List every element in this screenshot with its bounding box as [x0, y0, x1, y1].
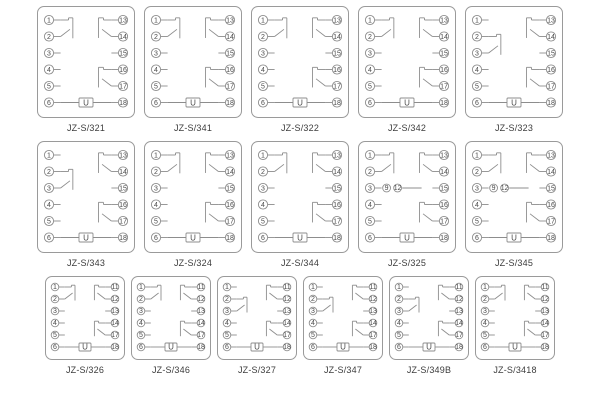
svg-text:1: 1 [139, 284, 143, 292]
svg-text:6: 6 [397, 344, 401, 352]
svg-text:4: 4 [368, 201, 372, 209]
svg-text:17: 17 [283, 332, 291, 340]
svg-text:3: 3 [368, 185, 372, 193]
svg-text:12: 12 [393, 185, 402, 193]
svg-text:15: 15 [119, 185, 127, 193]
svg-text:12: 12 [500, 185, 509, 193]
svg-text:5: 5 [47, 83, 51, 91]
panel-caption: JZ-S/342 [387, 123, 427, 133]
panel-caption: JZ-S/345 [494, 258, 534, 268]
svg-text:3: 3 [225, 308, 229, 316]
svg-text:16: 16 [333, 201, 341, 209]
svg-text:U: U [511, 233, 517, 243]
svg-text:1: 1 [225, 284, 229, 292]
svg-text:5: 5 [483, 332, 487, 340]
svg-text:18: 18 [333, 234, 341, 242]
svg-text:6: 6 [475, 99, 479, 107]
svg-text:14: 14 [283, 320, 291, 328]
svg-text:6: 6 [261, 234, 265, 242]
relay-panel [475, 276, 555, 360]
panel-caption: JZ-S/327 [237, 365, 277, 375]
svg-text:17: 17 [440, 83, 448, 91]
relay-schematic [252, 142, 348, 252]
svg-text:17: 17 [226, 83, 234, 91]
svg-text:2: 2 [397, 296, 401, 304]
svg-text:5: 5 [261, 218, 265, 226]
svg-text:2: 2 [261, 33, 265, 41]
svg-text:U: U [297, 233, 303, 243]
panel-caption: JZ-S/322 [280, 123, 320, 133]
svg-text:14: 14 [440, 168, 448, 176]
svg-text:13: 13 [111, 308, 119, 316]
relay-schematic [132, 277, 210, 359]
svg-text:13: 13 [226, 17, 234, 25]
panel-caption: JZ-S/321 [66, 123, 106, 133]
panel-caption: JZ-S/325 [387, 258, 427, 268]
svg-text:6: 6 [154, 99, 158, 107]
svg-text:16: 16 [119, 201, 127, 209]
relay-panel [45, 276, 125, 360]
svg-text:18: 18 [455, 344, 463, 352]
svg-text:U: U [426, 342, 432, 352]
relay-panel [358, 6, 456, 118]
svg-text:12: 12 [197, 296, 205, 304]
relay-schematic [359, 7, 455, 117]
svg-text:3: 3 [397, 308, 401, 316]
svg-text:1: 1 [368, 17, 372, 25]
svg-text:14: 14 [547, 33, 555, 41]
svg-text:11: 11 [541, 284, 549, 292]
svg-text:15: 15 [440, 50, 448, 58]
svg-text:6: 6 [368, 234, 372, 242]
svg-text:1: 1 [47, 152, 51, 160]
svg-text:6: 6 [261, 99, 265, 107]
svg-text:U: U [297, 98, 303, 108]
svg-text:4: 4 [261, 201, 265, 209]
svg-text:4: 4 [397, 320, 401, 328]
svg-text:1: 1 [261, 152, 265, 160]
relay-panel [131, 276, 211, 360]
svg-text:18: 18 [547, 234, 555, 242]
svg-text:3: 3 [475, 185, 479, 193]
svg-text:17: 17 [369, 332, 377, 340]
svg-text:18: 18 [541, 344, 549, 352]
relay-schematic [476, 277, 554, 359]
svg-text:18: 18 [547, 99, 555, 107]
svg-text:17: 17 [541, 332, 549, 340]
relay-schematic [46, 277, 124, 359]
svg-text:15: 15 [333, 50, 341, 58]
svg-text:4: 4 [475, 66, 479, 74]
svg-text:13: 13 [369, 308, 377, 316]
svg-text:6: 6 [475, 234, 479, 242]
svg-text:2: 2 [47, 168, 51, 176]
svg-text:5: 5 [47, 218, 51, 226]
svg-text:18: 18 [226, 234, 234, 242]
relay-diagram-cell [389, 276, 469, 375]
svg-text:3: 3 [311, 308, 315, 316]
svg-text:14: 14 [541, 320, 549, 328]
svg-text:4: 4 [311, 320, 315, 328]
svg-text:6: 6 [53, 344, 57, 352]
relay-schematic [38, 142, 134, 252]
svg-text:18: 18 [440, 99, 448, 107]
svg-text:18: 18 [283, 344, 291, 352]
svg-text:4: 4 [53, 320, 57, 328]
relay-diagram-cell [358, 141, 456, 268]
svg-text:13: 13 [440, 17, 448, 25]
svg-text:1: 1 [368, 152, 372, 160]
svg-text:3: 3 [261, 185, 265, 193]
svg-text:3: 3 [47, 50, 51, 58]
svg-text:U: U [83, 233, 89, 243]
relay-panel [465, 141, 563, 253]
svg-text:2: 2 [261, 168, 265, 176]
svg-text:5: 5 [475, 218, 479, 226]
svg-text:2: 2 [368, 168, 372, 176]
svg-text:14: 14 [547, 168, 555, 176]
svg-text:14: 14 [111, 320, 119, 328]
svg-text:2: 2 [475, 168, 479, 176]
svg-text:17: 17 [226, 218, 234, 226]
svg-text:1: 1 [261, 17, 265, 25]
svg-text:12: 12 [541, 296, 549, 304]
relay-diagram-cell [465, 141, 563, 268]
svg-text:6: 6 [368, 99, 372, 107]
svg-text:U: U [404, 233, 410, 243]
svg-text:17: 17 [119, 83, 127, 91]
svg-text:18: 18 [119, 99, 127, 107]
svg-text:5: 5 [397, 332, 401, 340]
panel-caption: JZ-S/344 [280, 258, 320, 268]
relay-panel [251, 6, 349, 118]
svg-text:13: 13 [197, 308, 205, 316]
svg-text:U: U [190, 98, 196, 108]
svg-text:5: 5 [368, 83, 372, 91]
svg-text:17: 17 [119, 218, 127, 226]
svg-text:16: 16 [119, 66, 127, 74]
svg-text:13: 13 [226, 152, 234, 160]
svg-text:13: 13 [119, 17, 127, 25]
relay-schematic [218, 277, 296, 359]
relay-schematic [466, 142, 562, 252]
relay-panel [144, 141, 242, 253]
svg-text:6: 6 [47, 99, 51, 107]
svg-text:14: 14 [226, 168, 234, 176]
svg-text:18: 18 [111, 344, 119, 352]
svg-text:18: 18 [197, 344, 205, 352]
svg-text:4: 4 [47, 201, 51, 209]
svg-text:15: 15 [547, 185, 555, 193]
relay-schematic [145, 7, 241, 117]
svg-text:6: 6 [47, 234, 51, 242]
svg-text:15: 15 [119, 50, 127, 58]
svg-text:3: 3 [483, 308, 487, 316]
svg-text:14: 14 [226, 33, 234, 41]
svg-text:U: U [83, 98, 89, 108]
svg-text:14: 14 [119, 33, 127, 41]
svg-text:5: 5 [154, 83, 158, 91]
relay-panel [303, 276, 383, 360]
svg-text:13: 13 [119, 152, 127, 160]
relay-diagram-cell [303, 276, 383, 375]
svg-text:5: 5 [368, 218, 372, 226]
panel-caption: JZ-S/324 [173, 258, 213, 268]
svg-text:1: 1 [397, 284, 401, 292]
relay-diagram-cell [37, 6, 135, 133]
svg-text:16: 16 [226, 66, 234, 74]
relay-panel [358, 141, 456, 253]
relay-schematic [145, 142, 241, 252]
svg-text:14: 14 [333, 168, 341, 176]
svg-text:6: 6 [139, 344, 143, 352]
diagram-row [0, 276, 600, 375]
svg-text:U: U [340, 342, 346, 352]
svg-text:16: 16 [440, 66, 448, 74]
relay-diagram-cell [131, 276, 211, 375]
diagram-row [0, 6, 600, 133]
svg-text:2: 2 [475, 33, 479, 41]
svg-text:4: 4 [154, 66, 158, 74]
svg-text:3: 3 [368, 50, 372, 58]
svg-text:4: 4 [139, 320, 143, 328]
svg-text:12: 12 [455, 296, 463, 304]
relay-panel [37, 6, 135, 118]
svg-text:2: 2 [368, 33, 372, 41]
panel-caption: JZ-S/346 [151, 365, 191, 375]
svg-text:4: 4 [368, 66, 372, 74]
svg-text:2: 2 [154, 33, 158, 41]
svg-text:3: 3 [139, 308, 143, 316]
svg-text:12: 12 [283, 296, 291, 304]
svg-text:14: 14 [197, 320, 205, 328]
svg-text:1: 1 [475, 152, 479, 160]
svg-text:13: 13 [333, 152, 341, 160]
svg-text:1: 1 [483, 284, 487, 292]
relay-schematic [38, 7, 134, 117]
wiring-diagram-sheet [0, 6, 600, 406]
svg-text:3: 3 [475, 50, 479, 58]
svg-text:5: 5 [154, 218, 158, 226]
svg-text:18: 18 [226, 99, 234, 107]
relay-diagram-cell [217, 276, 297, 375]
svg-text:U: U [512, 342, 518, 352]
svg-text:13: 13 [440, 152, 448, 160]
svg-text:11: 11 [455, 284, 463, 292]
svg-text:15: 15 [333, 185, 341, 193]
svg-text:17: 17 [333, 83, 341, 91]
svg-text:1: 1 [154, 152, 158, 160]
relay-panel [144, 6, 242, 118]
svg-text:15: 15 [547, 50, 555, 58]
svg-text:U: U [511, 98, 517, 108]
panel-caption: JZ-S/323 [494, 123, 534, 133]
relay-schematic [252, 7, 348, 117]
svg-text:4: 4 [475, 201, 479, 209]
svg-text:U: U [404, 98, 410, 108]
relay-panel [251, 141, 349, 253]
svg-text:11: 11 [111, 284, 119, 292]
svg-text:13: 13 [455, 308, 463, 316]
svg-text:16: 16 [333, 66, 341, 74]
svg-text:17: 17 [197, 332, 205, 340]
svg-text:2: 2 [483, 296, 487, 304]
panel-caption: JZ-S/3418 [493, 365, 537, 375]
svg-text:16: 16 [226, 201, 234, 209]
svg-text:1: 1 [475, 17, 479, 25]
diagram-row [0, 141, 600, 268]
relay-schematic [359, 142, 455, 252]
relay-diagram-cell [144, 141, 242, 268]
svg-text:5: 5 [139, 332, 143, 340]
svg-text:14: 14 [455, 320, 463, 328]
svg-text:3: 3 [53, 308, 57, 316]
svg-text:2: 2 [311, 296, 315, 304]
svg-text:9: 9 [491, 185, 496, 193]
relay-diagram-cell [251, 6, 349, 133]
svg-text:1: 1 [154, 17, 158, 25]
relay-panel [465, 6, 563, 118]
panel-caption: JZ-S/341 [173, 123, 213, 133]
relay-diagram-cell [45, 276, 125, 375]
svg-text:5: 5 [53, 332, 57, 340]
svg-text:2: 2 [154, 168, 158, 176]
svg-text:4: 4 [154, 201, 158, 209]
relay-panel [37, 141, 135, 253]
svg-text:14: 14 [369, 320, 377, 328]
svg-text:18: 18 [369, 344, 377, 352]
svg-text:18: 18 [440, 234, 448, 242]
svg-text:3: 3 [154, 185, 158, 193]
svg-text:14: 14 [440, 33, 448, 41]
svg-text:11: 11 [197, 284, 205, 292]
svg-text:6: 6 [225, 344, 229, 352]
svg-text:1: 1 [53, 284, 57, 292]
svg-text:9: 9 [384, 185, 389, 193]
svg-text:17: 17 [455, 332, 463, 340]
svg-text:18: 18 [119, 234, 127, 242]
relay-schematic [466, 7, 562, 117]
svg-text:14: 14 [333, 33, 341, 41]
svg-text:2: 2 [53, 296, 57, 304]
svg-text:18: 18 [333, 99, 341, 107]
svg-text:13: 13 [333, 17, 341, 25]
svg-text:6: 6 [483, 344, 487, 352]
svg-text:2: 2 [225, 296, 229, 304]
relay-schematic [304, 277, 382, 359]
svg-text:17: 17 [333, 218, 341, 226]
svg-text:12: 12 [369, 296, 377, 304]
svg-text:U: U [190, 233, 196, 243]
svg-text:13: 13 [547, 17, 555, 25]
svg-text:2: 2 [139, 296, 143, 304]
svg-text:13: 13 [283, 308, 291, 316]
relay-diagram-cell [144, 6, 242, 133]
svg-text:5: 5 [261, 83, 265, 91]
svg-text:15: 15 [226, 185, 234, 193]
svg-text:15: 15 [440, 185, 448, 193]
svg-text:15: 15 [226, 50, 234, 58]
svg-text:14: 14 [119, 168, 127, 176]
panel-caption: JZ-S/347 [323, 365, 363, 375]
svg-text:17: 17 [547, 83, 555, 91]
svg-text:5: 5 [225, 332, 229, 340]
svg-text:11: 11 [283, 284, 291, 292]
svg-text:16: 16 [547, 201, 555, 209]
relay-diagram-cell [465, 6, 563, 133]
panel-caption: JZ-S/326 [65, 365, 105, 375]
relay-panel [389, 276, 469, 360]
svg-text:6: 6 [154, 234, 158, 242]
svg-text:5: 5 [475, 83, 479, 91]
svg-text:12: 12 [111, 296, 119, 304]
svg-text:4: 4 [261, 66, 265, 74]
svg-text:3: 3 [154, 50, 158, 58]
svg-text:13: 13 [541, 308, 549, 316]
svg-text:3: 3 [47, 185, 51, 193]
svg-text:16: 16 [440, 201, 448, 209]
svg-text:17: 17 [440, 218, 448, 226]
svg-text:11: 11 [369, 284, 377, 292]
svg-text:5: 5 [311, 332, 315, 340]
svg-text:U: U [82, 342, 88, 352]
relay-panel [217, 276, 297, 360]
svg-text:U: U [168, 342, 174, 352]
svg-text:13: 13 [547, 152, 555, 160]
svg-text:17: 17 [111, 332, 119, 340]
relay-diagram-cell [251, 141, 349, 268]
relay-diagram-cell [475, 276, 555, 375]
relay-schematic [390, 277, 468, 359]
svg-text:16: 16 [547, 66, 555, 74]
relay-diagram-cell [37, 141, 135, 268]
svg-text:4: 4 [483, 320, 487, 328]
svg-text:1: 1 [311, 284, 315, 292]
svg-text:1: 1 [47, 17, 51, 25]
svg-text:U: U [254, 342, 260, 352]
panel-caption: JZ-S/349B [406, 365, 452, 375]
svg-text:4: 4 [47, 66, 51, 74]
svg-text:17: 17 [547, 218, 555, 226]
panel-caption: JZ-S/343 [66, 258, 106, 268]
svg-text:3: 3 [261, 50, 265, 58]
svg-text:2: 2 [47, 33, 51, 41]
svg-text:6: 6 [311, 344, 315, 352]
svg-text:4: 4 [225, 320, 229, 328]
relay-diagram-cell [358, 6, 456, 133]
